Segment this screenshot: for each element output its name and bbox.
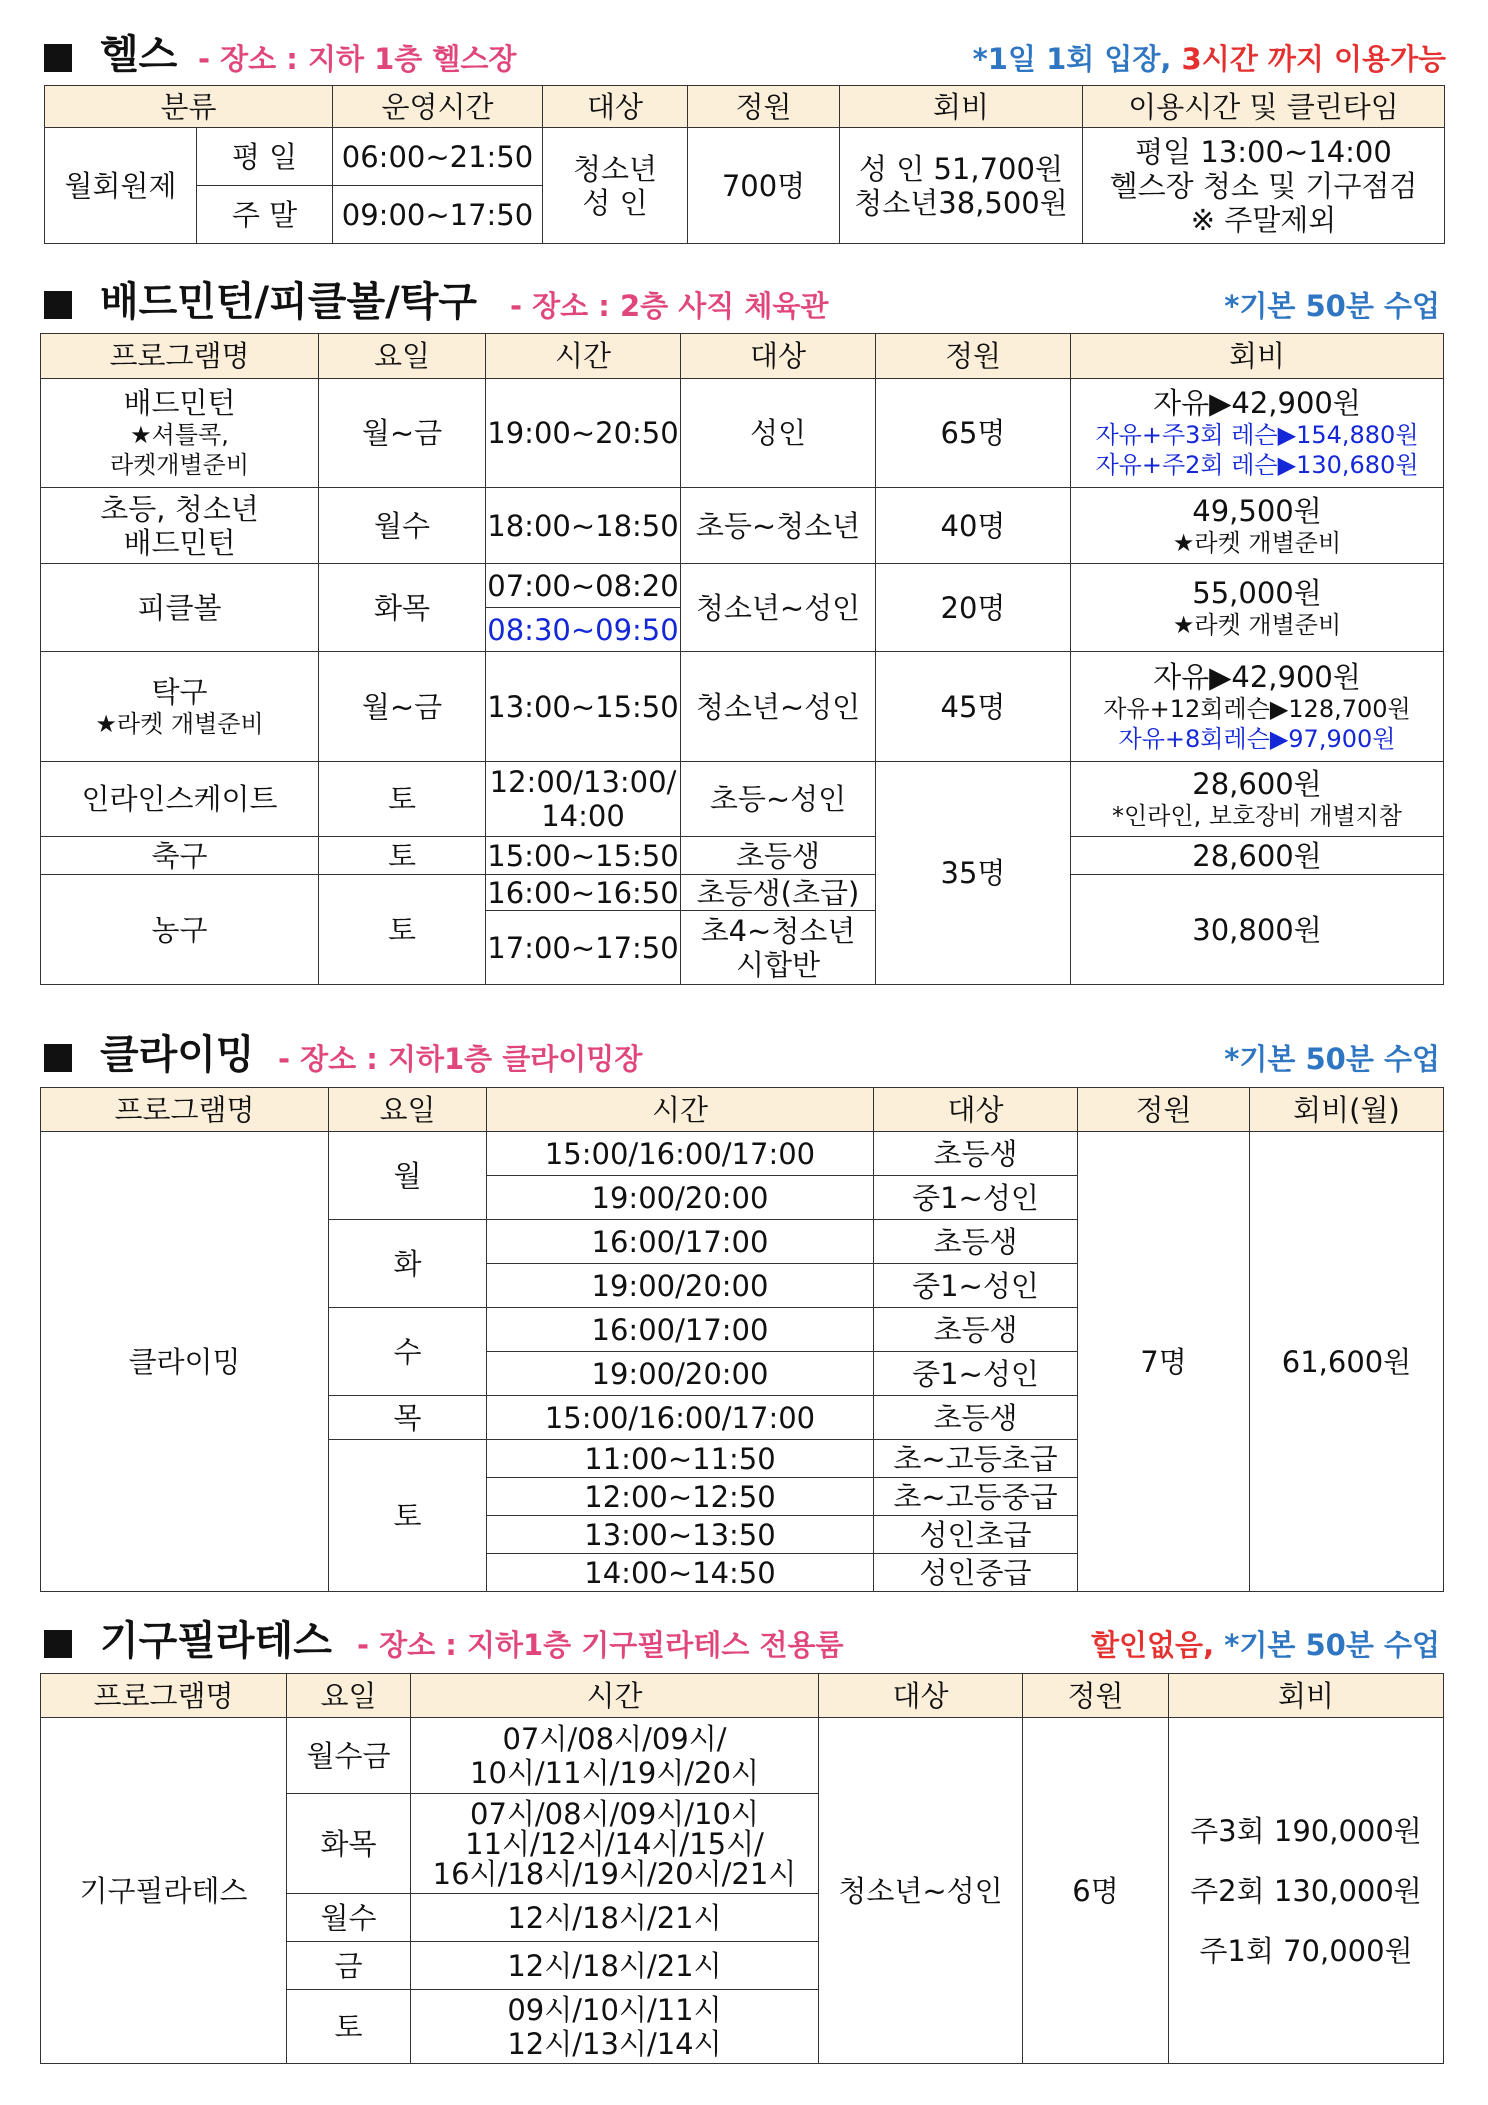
header-cell: 정원	[1023, 1674, 1169, 1718]
program-cell: 인라인스케이트	[41, 762, 319, 837]
target-cell: 초등생	[681, 837, 876, 875]
day-cell: 화목	[287, 1794, 411, 1894]
table-row	[41, 875, 1444, 911]
class-duration-note: *기본 50분 수업	[1224, 1628, 1440, 1662]
note-entry: *1일 1회 입장,	[972, 42, 1172, 76]
program-cell: 기구필라테스	[41, 1718, 287, 2064]
table-row	[41, 488, 1444, 564]
fee-line: ★라켓 개별준비	[1172, 528, 1342, 557]
usage-note	[973, 36, 1446, 82]
bullet-square-icon	[44, 1630, 72, 1658]
target-line: 시합반	[735, 947, 821, 982]
day-cell: 월수	[287, 1894, 411, 1942]
bullet-square-icon	[44, 291, 72, 319]
target-cell: 중1~성인	[874, 1264, 1078, 1308]
target-cell: 청소년~성인	[681, 564, 876, 652]
note-limit: 3시간 까지 이용가능	[1181, 42, 1446, 76]
header-cell: 시간	[486, 334, 681, 379]
program-name: 배드민턴	[123, 525, 236, 560]
racket-header	[0, 277, 1488, 327]
header-cell: 정원	[1078, 1088, 1250, 1132]
section-title: 헬스	[100, 32, 178, 78]
program-sub: 라켓개별준비	[109, 451, 250, 479]
time-cell: 13:00~15:50	[486, 652, 681, 762]
program-sub: ★라켓 개별준비	[95, 709, 264, 738]
table-row	[41, 1132, 1444, 1176]
fee-line: 자유▶42,900원	[1153, 386, 1361, 420]
program-cell	[41, 379, 319, 488]
fee-line: 55,000원	[1192, 575, 1322, 610]
header-cell: 요일	[287, 1674, 411, 1718]
time-cell: 19:00~20:50	[486, 379, 681, 488]
day-cell: 월수금	[287, 1718, 411, 1794]
time-cell: 12시/18시/21시	[411, 1894, 819, 1942]
section-title: 기구필라테스	[100, 1618, 332, 1664]
header-cell: 요일	[329, 1088, 487, 1132]
header-cell: 운영시간	[333, 86, 543, 128]
fee-line: 자유+주2회 레슨▶130,680원	[1095, 451, 1419, 479]
capacity-cell: 20명	[876, 564, 1071, 652]
header-cell: 정원	[876, 334, 1071, 379]
target-cell: 초등생(초급)	[681, 875, 876, 911]
capacity-cell: 6명	[1023, 1718, 1169, 2064]
header-cell: 회비	[1071, 334, 1444, 379]
table-row	[41, 652, 1444, 762]
fee-line: *인라인, 보호장비 개별지참	[1112, 802, 1402, 830]
target-line: 청소년	[572, 151, 658, 186]
program-name: 배드민턴	[123, 386, 236, 420]
target-cell: 초~고등초급	[874, 1440, 1078, 1478]
time-line: 09시/10시/11시	[507, 1992, 722, 2027]
fee-line: 자유+주3회 레슨▶154,880원	[1095, 421, 1419, 449]
weekday-label: 평 일	[197, 128, 333, 186]
program-sub: ★셔틀콕,	[130, 421, 229, 449]
clean-line: 헬스장 청소 및 기구점검	[1109, 168, 1418, 203]
header-cell: 프로그램명	[41, 1674, 287, 1718]
header-cell: 정원	[688, 86, 840, 128]
fee-line: 28,600원	[1192, 767, 1322, 801]
time-line: 10시/11시/19시/20시	[470, 1755, 759, 1790]
time-cell	[486, 762, 681, 837]
pilates-table	[40, 1673, 1444, 2064]
time-line: 07시/08시/09시/10시	[470, 1796, 759, 1831]
time-cell: 19:00/20:00	[487, 1176, 874, 1220]
time-cell: 18:00~18:50	[486, 488, 681, 564]
time-cell: 19:00/20:00	[487, 1352, 874, 1396]
header-cell: 대상	[819, 1674, 1023, 1718]
fee-cell	[1071, 379, 1444, 488]
day-cell: 목	[329, 1396, 487, 1440]
program-cell: 농구	[41, 875, 319, 985]
weekend-time: 09:00~17:50	[333, 186, 543, 244]
table-row	[41, 762, 1444, 837]
target-cell: 청소년~성인	[681, 652, 876, 762]
time-cell: 19:00/20:00	[487, 1264, 874, 1308]
location-text: - 장소 : 지하 1층 헬스장	[198, 42, 517, 76]
target-cell: 초등생	[874, 1132, 1078, 1176]
fee-line: 성 인 51,700원	[859, 151, 1063, 186]
day-cell: 월수	[319, 488, 486, 564]
bullet-square-icon	[44, 44, 72, 72]
time-cell: 14:00~14:50	[487, 1554, 874, 1592]
fee-cell	[1071, 564, 1444, 652]
class-note: *기본 50분 수업	[1224, 289, 1440, 323]
target-cell: 초등생	[874, 1396, 1078, 1440]
time-cell: 11:00~11:50	[487, 1440, 874, 1478]
table-row	[41, 1718, 1444, 1794]
target-line: 초4~청소년	[700, 913, 856, 948]
day-cell: 금	[287, 1942, 411, 1990]
header-cell: 회비	[840, 86, 1083, 128]
time-cell: 15:00/16:00/17:00	[487, 1396, 874, 1440]
target-cell: 초등생	[874, 1220, 1078, 1264]
header-cell: 프로그램명	[41, 1088, 329, 1132]
day-cell: 토	[287, 1990, 411, 2064]
target-cell: 초등~성인	[681, 762, 876, 837]
fee-cell: 28,600원	[1071, 837, 1444, 875]
header-cell: 대상	[874, 1088, 1078, 1132]
clean-time-cell	[1083, 128, 1445, 244]
program-name: 초등, 청소년	[100, 491, 259, 526]
header-cell: 시간	[487, 1088, 874, 1132]
target-cell	[543, 128, 688, 244]
target-cell: 초등~청소년	[681, 488, 876, 564]
target-cell: 성인초급	[874, 1516, 1078, 1554]
day-cell: 화목	[319, 564, 486, 652]
header-cell: 대상	[681, 334, 876, 379]
time-cell	[411, 1794, 819, 1894]
time-line: 07시/08시/09시/	[502, 1721, 727, 1756]
fee-line: 주2회 130,000원	[1190, 1873, 1422, 1908]
capacity-cell: 40명	[876, 488, 1071, 564]
target-cell: 중1~성인	[874, 1176, 1078, 1220]
day-cell: 화	[329, 1220, 487, 1308]
target-cell: 초~고등중급	[874, 1478, 1078, 1516]
time-cell: 15:00~15:50	[487, 838, 679, 873]
day-cell: 월	[329, 1132, 487, 1220]
header-cell: 회비	[1169, 1674, 1444, 1718]
fee-line: 자유▶42,900원	[1153, 659, 1361, 694]
bullet-square-icon	[44, 1044, 72, 1072]
day-cell: 토	[329, 1440, 487, 1592]
time-cell: 08:30~09:50	[486, 608, 681, 652]
category-cell: 월회원제	[45, 128, 197, 244]
section-title: 배드민턴/피클볼/탁구	[100, 279, 477, 325]
target-line: 성 인	[582, 185, 648, 220]
target-cell: 청소년~성인	[819, 1718, 1023, 2064]
header-cell: 분류	[45, 86, 333, 128]
time-cell: 17:00~17:50	[486, 911, 681, 985]
target-cell: 성인	[681, 379, 876, 488]
day-cell: 수	[329, 1308, 487, 1396]
pilates-header	[0, 1616, 1488, 1666]
day-cell: 월~금	[319, 652, 486, 762]
fee-line: 자유+12회레슨▶128,700원	[1103, 694, 1411, 723]
time-cell: 07:00~08:20	[486, 564, 681, 608]
program-cell	[41, 488, 319, 564]
time-line: 12시/13시/14시	[507, 2026, 722, 2061]
header-cell: 시간	[411, 1674, 819, 1718]
target-cell: 성인중급	[874, 1554, 1078, 1592]
time-cell: 13:00~13:50	[487, 1516, 874, 1554]
fee-cell	[840, 128, 1083, 244]
day-cell: 월~금	[319, 379, 486, 488]
climbing-header	[0, 1030, 1488, 1080]
fee-cell	[1071, 762, 1444, 837]
day-cell: 토	[319, 762, 486, 837]
time-cell: 16:00/17:00	[487, 1308, 874, 1352]
table-row	[41, 379, 1444, 488]
location-text: - 장소 : 지하1층 클라이밍장	[278, 1042, 643, 1076]
capacity-cell: 35명	[876, 762, 1071, 985]
fee-line: 자유+8회레슨▶97,900원	[1118, 724, 1396, 753]
capacity-cell: 65명	[876, 379, 1071, 488]
fee-line: ★라켓 개별준비	[1172, 610, 1342, 639]
health-table	[44, 85, 1445, 244]
table-row	[41, 837, 1444, 875]
day-cell: 토	[319, 875, 486, 985]
capacity-cell: 7명	[1078, 1132, 1250, 1592]
program-cell: 클라이밍	[41, 1132, 329, 1592]
header-cell: 요일	[319, 334, 486, 379]
fee-line: 청소년38,500원	[854, 185, 1068, 220]
program-cell: 축구	[41, 837, 319, 875]
health-header	[0, 30, 1488, 80]
target-cell: 초등생	[874, 1308, 1078, 1352]
fee-line: 49,500원	[1192, 493, 1322, 528]
time-line: 16시/18시/19시/20시/21시	[432, 1856, 797, 1891]
clean-line: ※ 주말제외	[1190, 202, 1337, 237]
table-row	[41, 564, 1444, 608]
section-title: 클라이밍	[100, 1032, 255, 1078]
fee-line: 주1회 70,000원	[1199, 1933, 1413, 1968]
program-cell: 피클볼	[41, 564, 319, 652]
time-cell: 15:00/16:00/17:00	[487, 1132, 874, 1176]
class-note	[1091, 1622, 1440, 1668]
header-cell: 대상	[543, 86, 688, 128]
time-line: 11시/12시/14시/15시/	[465, 1826, 764, 1861]
header-cell: 프로그램명	[41, 334, 319, 379]
day-cell: 토	[319, 837, 486, 875]
no-discount-note: 할인없음,	[1091, 1628, 1215, 1662]
time-line: 12:00/13:00/	[489, 765, 677, 799]
fee-cell	[1071, 652, 1444, 762]
clean-line: 평일 13:00~14:00	[1135, 134, 1392, 169]
fee-cell	[1071, 488, 1444, 564]
capacity-cell: 700명	[688, 128, 840, 244]
program-name: 탁구	[151, 674, 208, 709]
class-note: *기본 50분 수업	[1224, 1042, 1440, 1076]
time-line: 14:00	[541, 799, 625, 833]
time-cell	[411, 1718, 819, 1794]
target-cell: 중1~성인	[874, 1352, 1078, 1396]
fee-cell: 30,800원	[1071, 875, 1444, 985]
climbing-table	[40, 1087, 1444, 1592]
location-text: - 장소 : 2층 사직 체육관	[510, 289, 829, 323]
time-cell	[411, 1990, 819, 2064]
time-cell: 16:00~16:50	[487, 875, 679, 910]
program-cell	[41, 652, 319, 762]
location-text: - 장소 : 지하1층 기구필라테스 전용룸	[357, 1628, 844, 1662]
fee-line: 주3회 190,000원	[1190, 1813, 1422, 1848]
fee-cell	[1169, 1718, 1444, 2064]
target-cell	[681, 911, 876, 985]
header-cell: 이용시간 및 클린타임	[1083, 86, 1445, 128]
fee-cell: 61,600원	[1250, 1132, 1444, 1592]
time-cell: 16:00/17:00	[487, 1220, 874, 1264]
racket-table	[40, 333, 1444, 985]
header-cell: 회비(월)	[1250, 1088, 1444, 1132]
time-cell: 12시/18시/21시	[411, 1942, 819, 1990]
weekend-label: 주 말	[197, 186, 333, 244]
time-cell: 12:00~12:50	[487, 1478, 874, 1516]
capacity-cell: 45명	[876, 652, 1071, 762]
weekday-time: 06:00~21:50	[333, 128, 543, 186]
